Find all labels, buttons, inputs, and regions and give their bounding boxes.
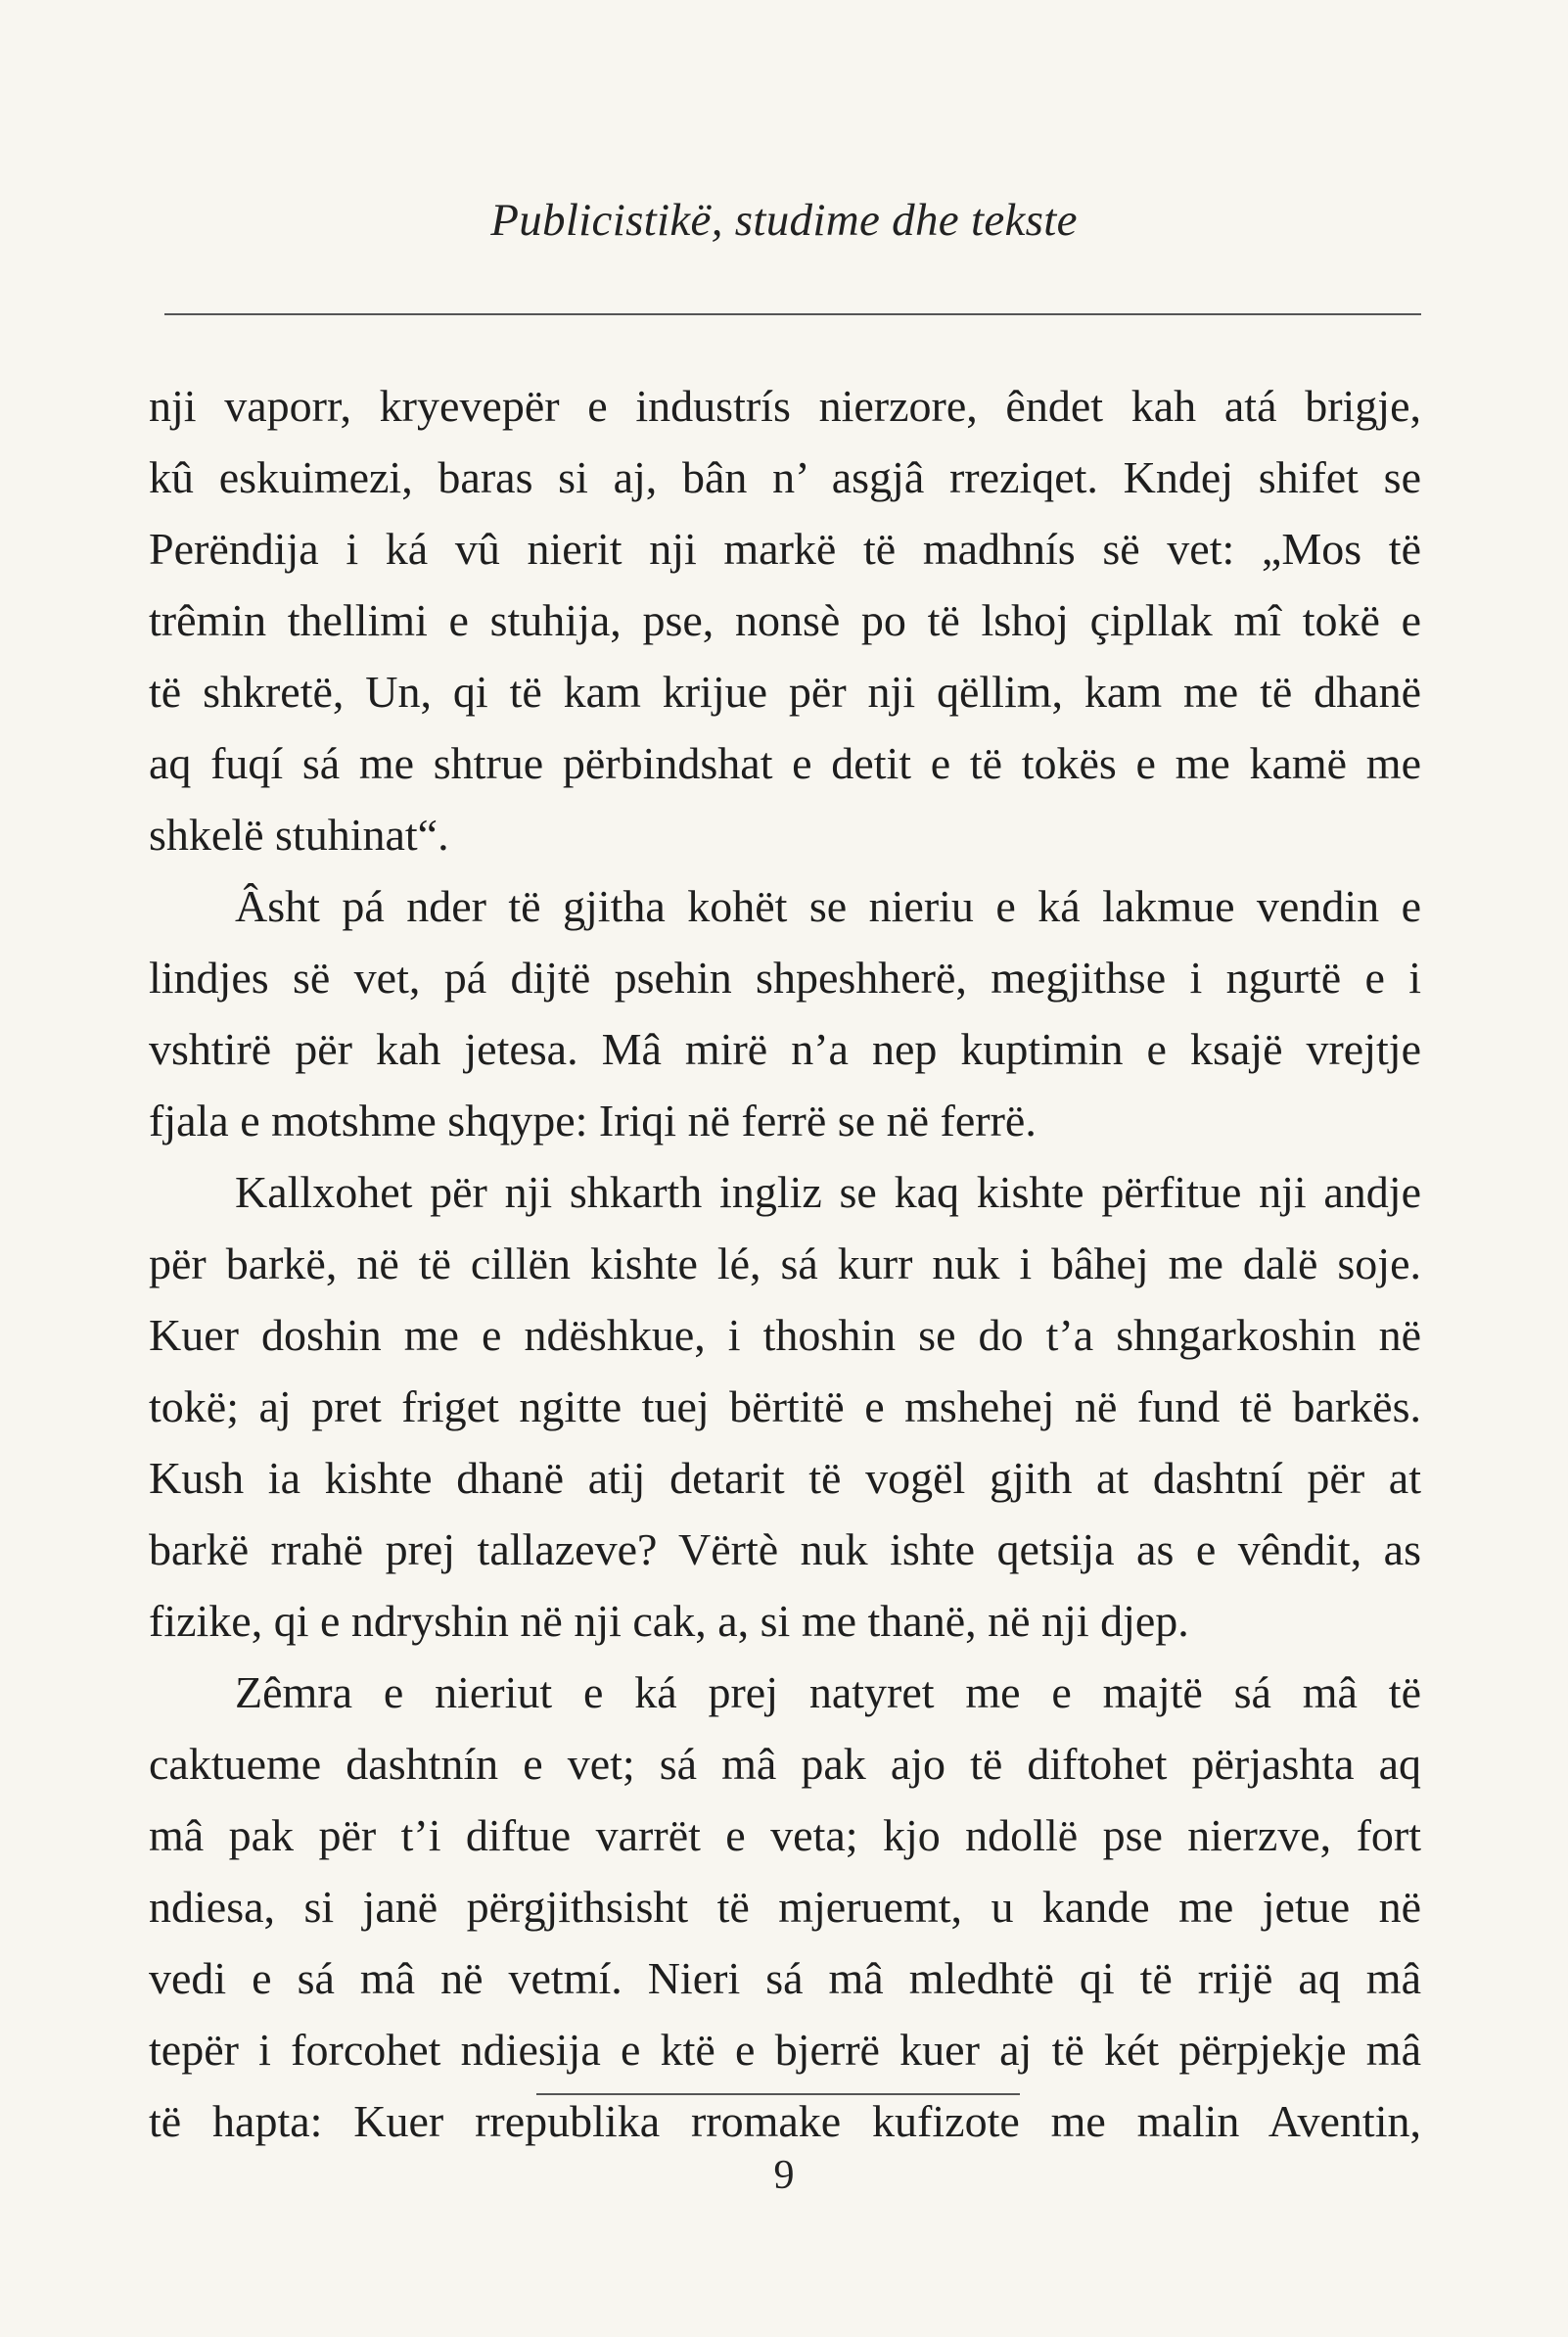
text-line: Kuer doshin me e ndëshkue, i thoshin se do t’a shngarkoshin në [149, 1310, 1421, 1360]
text-line: vshtirë për kah jetesa. Mâ mirë n’a nep kuptimin e ksajë vrejtje [149, 1024, 1421, 1074]
text-line: Kush ia kishte dhanë atij detarit të vogël gjith at dashtní për at [149, 1453, 1421, 1503]
text-line: Âsht pá nder të gjitha kohët se nieriu e ká lakmue vendin e [235, 881, 1421, 931]
text-line: tokë; aj pret friget ngitte tuej bërtitë e mshehej në fund të barkës. [149, 1381, 1421, 1431]
page-number: 9 [773, 2153, 795, 2198]
running-header: Publicistikë, studime dhe tekste [490, 195, 1078, 246]
header-rule [164, 313, 1421, 315]
footer-rule [536, 2093, 1020, 2095]
text-line: vedi e sá mâ në vetmí. Nieri sá mâ mledhtë qi të rrijë aq mâ [149, 1953, 1421, 2003]
text-line: lindjes së vet, pá dijtë psehin shpeshherë, megjithse i ngurtë e i [149, 953, 1421, 1003]
text-line: nji vaporr, kryevepër e industrís nierzore, êndet kah atá brigje, [149, 381, 1421, 431]
text-line: fjala e motshme shqype: Iriqi në ferrë se në ferrë. [149, 1096, 1037, 1145]
text-line: tepër i forcohet ndiesija e ktë e bjerrë kuer aj të két përpjekje mâ [149, 2025, 1421, 2075]
text-line: fizike, qi e ndryshin në nji cak, a, si me thanë, në nji djep. [149, 1596, 1189, 1646]
text-line: trêmin thellimi e stuhija, pse, nonsè po të lshoj çipllak mî tokë e [149, 595, 1421, 645]
text-line: aq fuqí sá me shtrue përbindshat e detit e të tokës e me kamë me [149, 738, 1421, 788]
paragraph [149, 1657, 1421, 2157]
paragraph [149, 870, 1421, 1156]
text-line: Perëndija i ká vû nierit nji markë të madhnís së vet: „Mos të [149, 524, 1421, 574]
text-line: për barkë, në të cillën kishte lé, sá kurr nuk i bâhej me dalë soje. [149, 1239, 1421, 1288]
text-line: të shkretë, Un, qi të kam krijue për nji qëllim, kam me të dhanë [149, 667, 1421, 717]
paragraph [149, 1156, 1421, 1657]
text-line: Zêmra e nieriut e ká prej natyret me e majtë sá mâ të [235, 1667, 1421, 1717]
text-line: mâ pak për t’i diftue varrët e veta; kjo ndollë pse nierzve, fort [149, 1810, 1421, 1860]
text-line: shkelë stuhinat“. [149, 810, 449, 860]
text-line: Kallxohet për nji shkarth ingliz se kaq kishte përfitue nji andje [235, 1167, 1421, 1217]
text-line: ndiesa, si janë përgjithsisht të mjeruemt, u kande me jetue në [149, 1882, 1421, 1932]
text-line: caktueme dashtnín e vet; sá mâ pak ajo të diftohet përjashta aq [149, 1739, 1421, 1789]
body-text [149, 370, 1421, 2157]
text-line: kû eskuimezi, baras si aj, bân n’ asgjâ rreziqet. Kndej shifet se [149, 452, 1421, 502]
text-line: barkë rrahë prej tallazeve? Vërtè nuk ishte qetsija as e vêndit, as [149, 1524, 1421, 1574]
text-line: të hapta: Kuer rrepublika rromake kufizote me malin Aventin, [149, 2096, 1421, 2146]
paragraph [149, 370, 1421, 870]
